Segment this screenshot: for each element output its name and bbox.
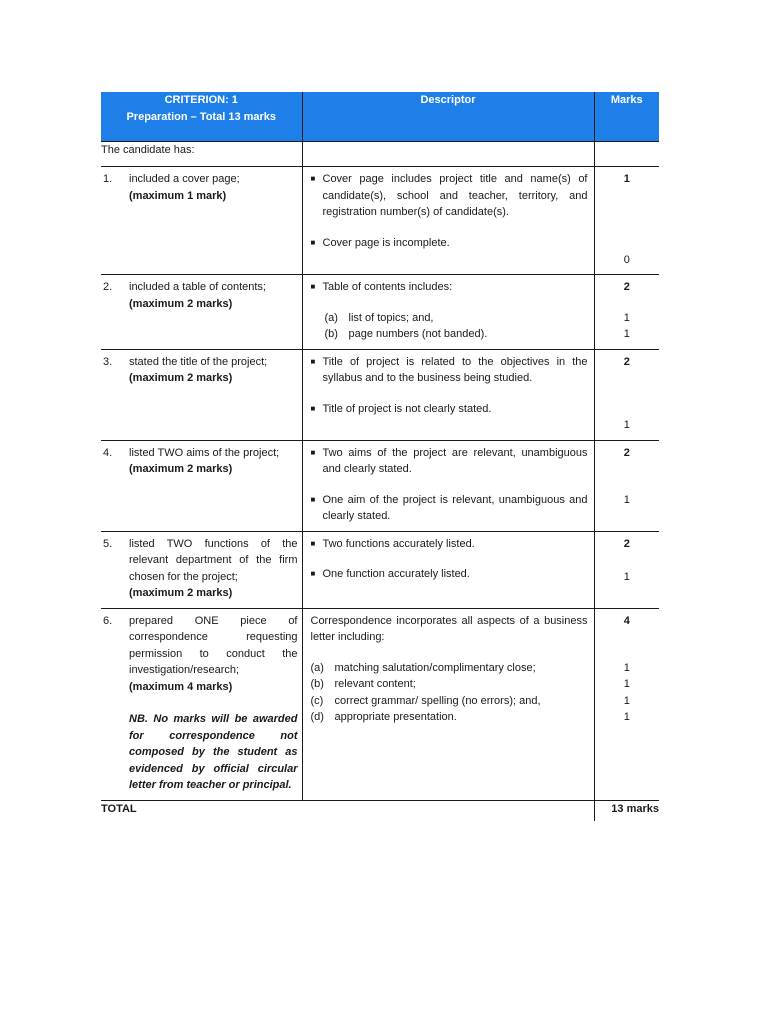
criterion-number: 1.	[103, 173, 113, 185]
descriptor-text: One function accurately listed.	[322, 568, 470, 580]
mark-value: 2	[623, 537, 630, 550]
subitem-text: list of topics; and,	[348, 311, 434, 324]
bullet-icon: ■	[310, 237, 316, 247]
criterion-number: 6.	[103, 614, 113, 627]
subitem-label: (b)	[310, 678, 324, 690]
bullet-icon: ■	[310, 282, 316, 291]
bullet-icon: ■	[310, 538, 316, 548]
criterion-row-6	[101, 608, 659, 800]
mark-value: 1	[623, 173, 630, 185]
bullet-icon: ■	[310, 403, 316, 413]
criterion-row-4	[101, 440, 659, 531]
total-value: 13 marks	[594, 800, 659, 821]
mark-value: 2	[623, 446, 630, 459]
marks-header: Marks	[594, 92, 659, 142]
descriptor-text: One aim of the project is relevant, unambiguous and clearly stated.	[322, 493, 588, 522]
bullet-icon: ■	[310, 569, 316, 578]
total-row	[101, 800, 659, 821]
descriptor-text: Table of contents includes:	[322, 281, 453, 293]
subitem-label: (d)	[310, 711, 324, 723]
table-header-row	[101, 92, 659, 142]
descriptor-header: Descriptor	[302, 92, 594, 142]
subitem-label: (a)	[324, 311, 338, 324]
criterion-max: (maximum 1 mark)	[129, 189, 227, 202]
criterion-subtitle: Preparation – Total 13 marks	[126, 110, 277, 123]
bullet-icon: ■	[310, 447, 316, 457]
mark-value: 2	[623, 355, 630, 368]
criterion-text: listed TWO functions of the relevant department of the firm chosen for the project;	[129, 537, 298, 583]
criterion-number: 2.	[103, 281, 113, 293]
nb-note: NB. No marks will be awarded for correspondence not composed by the student as evidenced by official circular letter from teacher or principal.	[129, 713, 298, 791]
total-label: TOTAL	[101, 800, 302, 821]
bullet-icon: ■	[310, 174, 316, 183]
descriptor-text: Two aims of the project are relevant, unambiguous and clearly stated.	[322, 446, 588, 475]
mark-value: 1	[623, 419, 630, 431]
descriptor-text: Cover page includes project title and name(s) of candidate(s), school and teacher, territory, and registration number(s) of candidate(s).	[322, 173, 588, 218]
descriptor-text: Correspondence incorporates all aspects of a business letter including:	[310, 614, 588, 643]
criterion-row-1	[101, 167, 659, 275]
criterion-number: 3.	[103, 355, 113, 368]
criterion-row-5	[101, 531, 659, 608]
criterion-number: 5.	[103, 537, 113, 550]
mark-value: 1	[623, 494, 630, 506]
subitem-text: appropriate presentation.	[334, 711, 457, 723]
criterion-max: (maximum 2 marks)	[129, 372, 233, 384]
mark-value: 1	[623, 694, 630, 707]
mark-value: 1	[623, 711, 630, 723]
subitem-label: (a)	[310, 661, 324, 674]
criterion-row-2	[101, 275, 659, 350]
mark-value: 1	[623, 571, 630, 583]
criterion-row-3	[101, 349, 659, 440]
mark-value: 4	[623, 614, 630, 627]
criterion-text: included a cover page;	[129, 173, 240, 185]
criterion-max: (maximum 4 marks)	[129, 680, 233, 693]
criterion-max: (maximum 2 marks)	[129, 463, 233, 475]
criterion-text: stated the title of the project;	[129, 355, 268, 368]
descriptor-text: Title of project is related to the objectives in the syllabus and to the business being studied.	[322, 355, 588, 384]
rubric-table	[101, 92, 659, 821]
criterion-max: (maximum 2 marks)	[129, 587, 233, 599]
descriptor-text: Title of project is not clearly stated.	[322, 402, 492, 415]
mark-value: 1	[623, 678, 630, 690]
criterion-number: 4.	[103, 446, 113, 459]
mark-value: 1	[623, 661, 630, 674]
subitem-text: page numbers (not banded).	[348, 328, 488, 340]
criterion-title: CRITERION: 1	[164, 94, 238, 106]
subitem-label: (b)	[324, 328, 338, 340]
bullet-icon: ■	[310, 356, 316, 366]
mark-value: 1	[623, 328, 630, 340]
bullet-icon: ■	[310, 494, 316, 504]
criterion-text: listed TWO aims of the project;	[129, 446, 280, 459]
mark-value: 1	[623, 311, 630, 324]
intro-text: The candidate has:	[101, 142, 302, 167]
subitem-text: matching salutation/complimentary close;	[334, 661, 536, 674]
mark-value: 2	[623, 281, 630, 293]
mark-value: 0	[623, 253, 630, 266]
descriptor-text: Two functions accurately listed.	[322, 537, 475, 550]
criterion-text: included a table of contents;	[129, 281, 266, 293]
subitem-text: relevant content;	[334, 678, 416, 690]
criterion-text: prepared ONE piece of correspondence requesting permission to conduct the investigation/research;	[129, 614, 298, 676]
intro-row	[101, 142, 659, 167]
subitem-label: (c)	[310, 694, 324, 707]
subitem-text: correct grammar/ spelling (no errors); and,	[334, 694, 541, 707]
criterion-max: (maximum 2 marks)	[129, 297, 233, 310]
descriptor-text: Cover page is incomplete.	[322, 236, 450, 249]
criterion-header	[101, 92, 302, 142]
